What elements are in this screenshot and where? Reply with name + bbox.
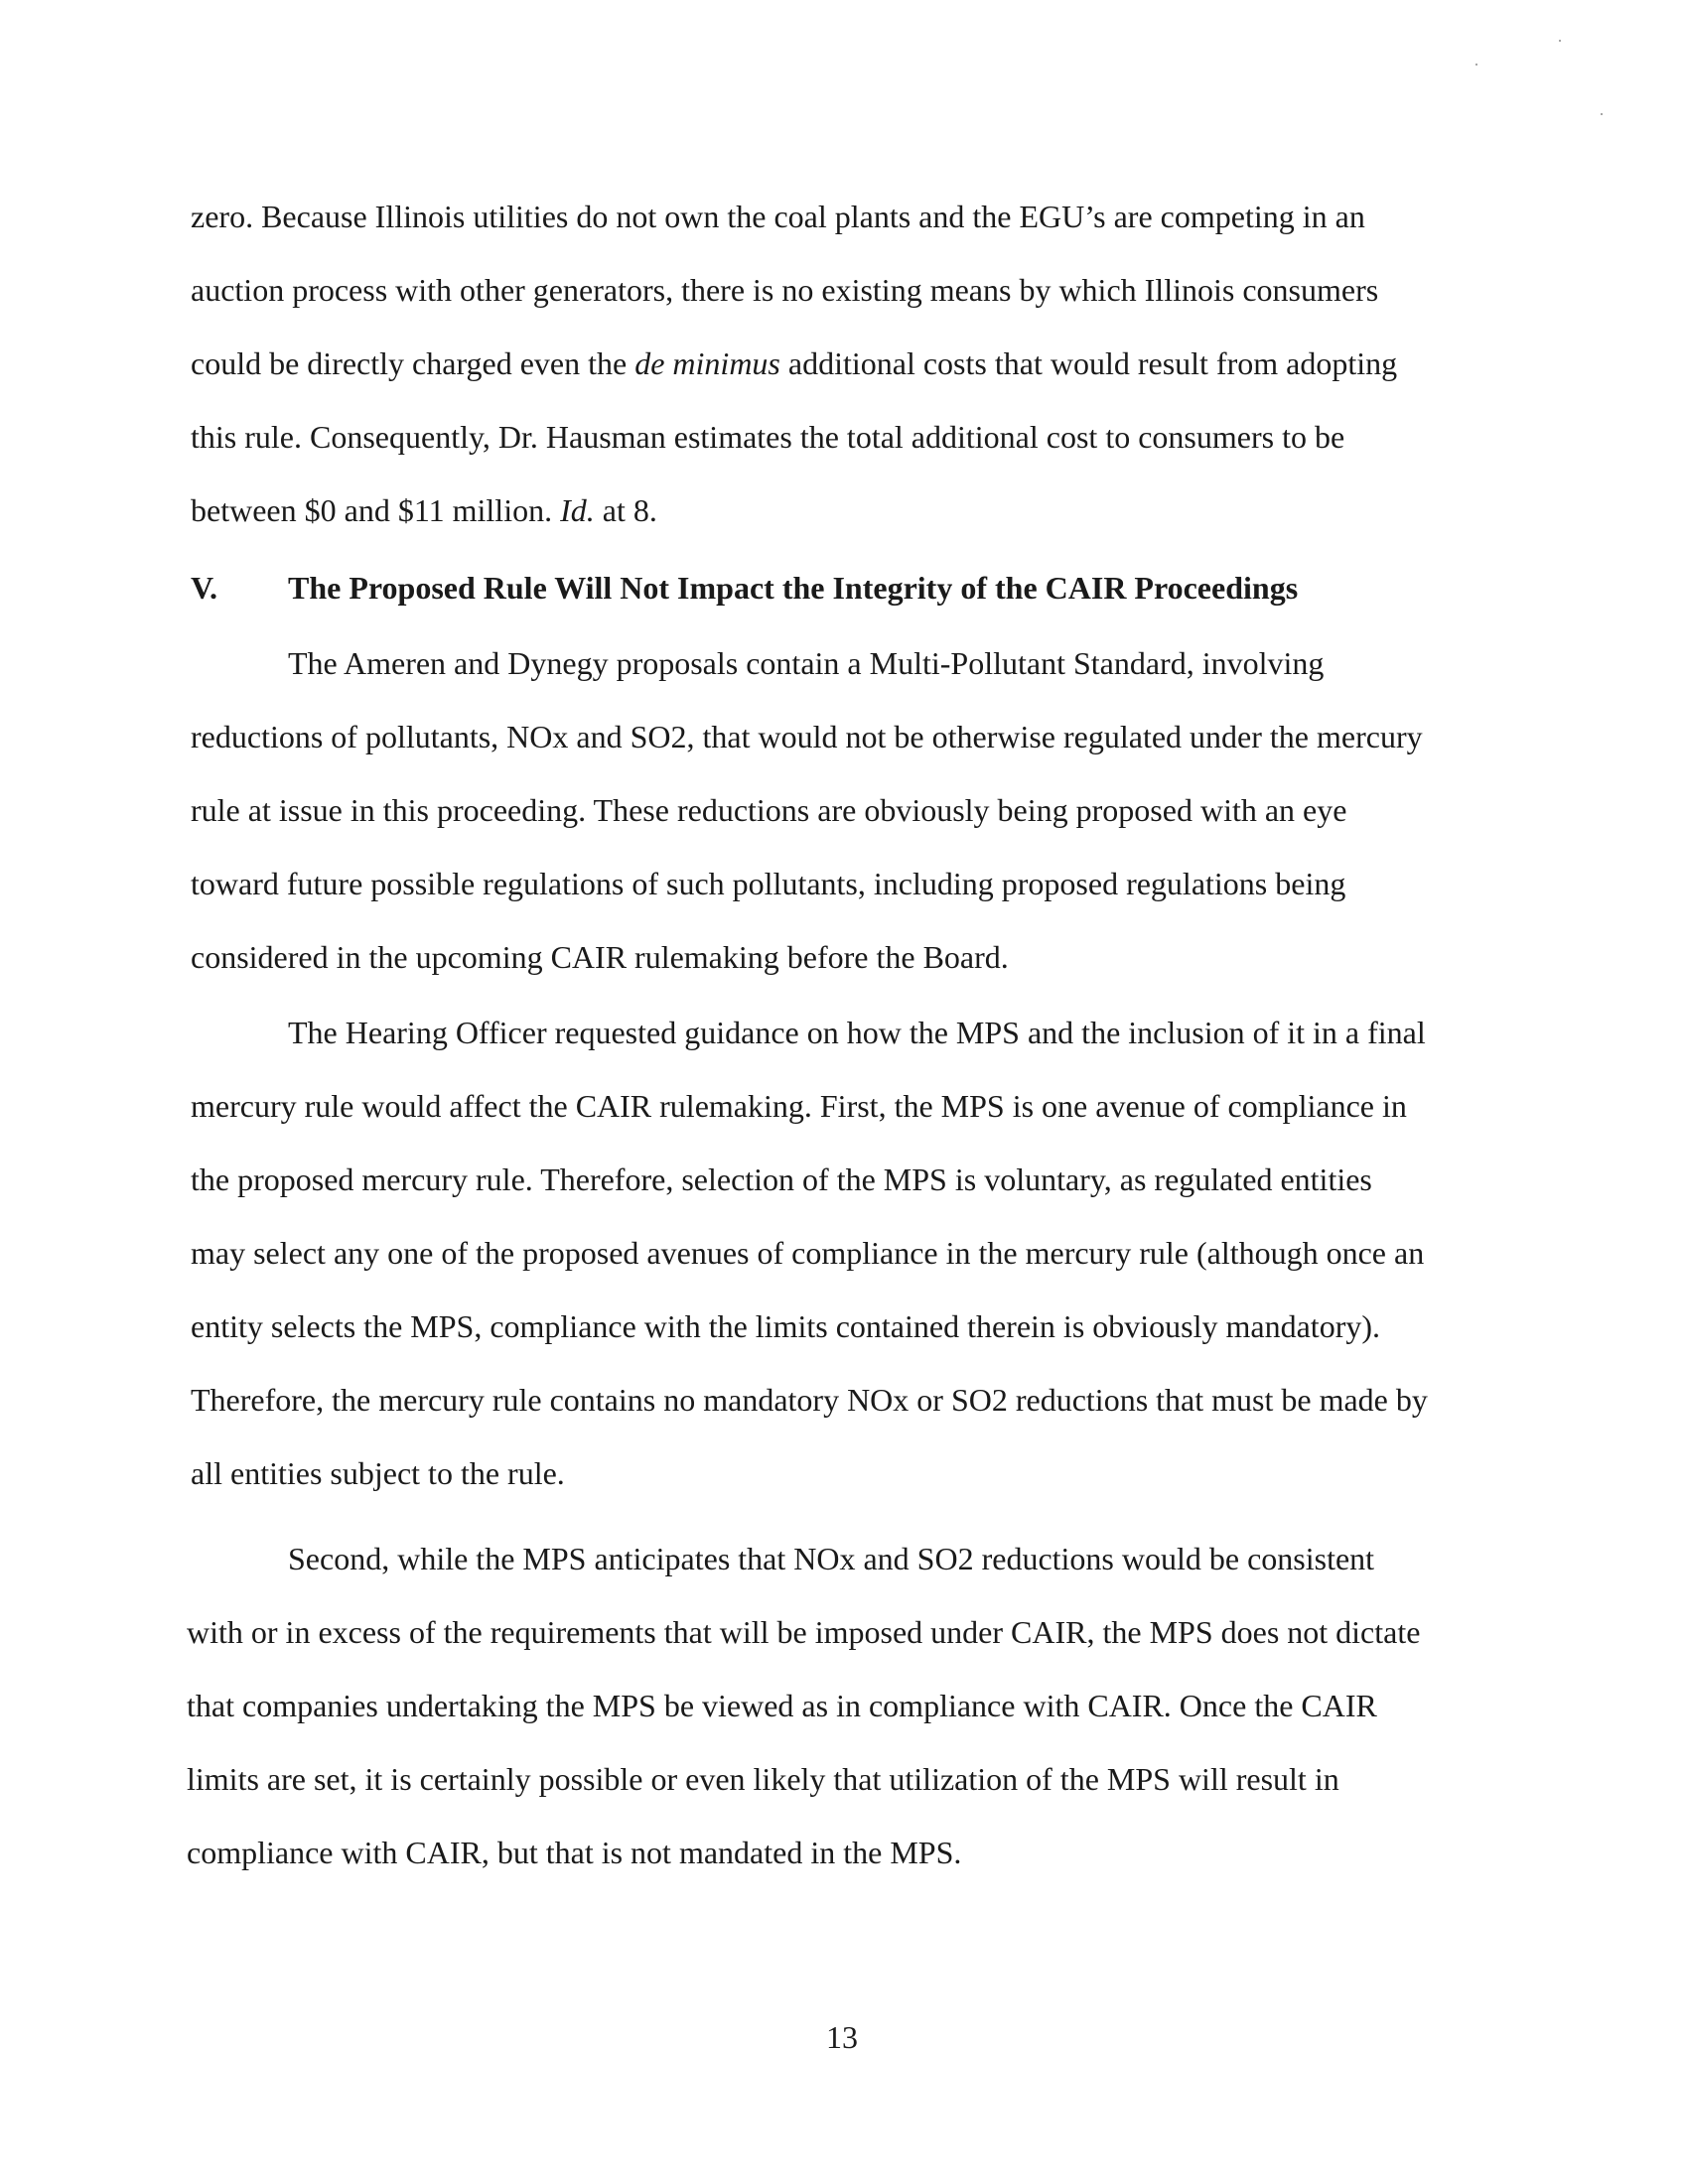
paragraph-line: Therefore, the mercury rule contains no mandatory NOx or SO2 reductions that must be made by	[191, 1382, 1428, 1418]
section-title: The Proposed Rule Will Not Impact the Integrity of the CAIR Proceedings	[288, 570, 1299, 606]
scan-speck	[1475, 64, 1477, 66]
paragraph-line: that companies undertaking the MPS be viewed as in compliance with CAIR. Once the CAIR	[187, 1688, 1377, 1723]
text-span: could be directly charged even the	[191, 345, 635, 381]
section-number: V.	[191, 570, 217, 606]
text-line	[191, 343, 1397, 383]
paragraph-line: compliance with CAIR, but that is not mandated in the MPS.	[187, 1835, 962, 1870]
paragraph-line: with or in excess of the requirements that will be imposed under CAIR, the MPS does not dictate	[187, 1614, 1421, 1650]
paragraph-line: may select any one of the proposed avenues of compliance in the mercury rule (although once an	[191, 1235, 1425, 1271]
text-line	[191, 490, 657, 530]
paragraph-line: toward future possible regulations of such pollutants, including proposed regulations being	[191, 866, 1346, 901]
paragraph-line: entity selects the MPS, compliance with the limits contained therein is obviously mandatory).	[191, 1308, 1380, 1344]
text-span: between $0 and $11 million.	[191, 492, 561, 528]
citation-italic: Id.	[560, 492, 595, 528]
paragraph-line: considered in the upcoming CAIR rulemaking before the Board.	[191, 939, 1009, 975]
paragraph-line: all entities subject to the rule.	[191, 1455, 565, 1491]
paragraph-line: The Ameren and Dynegy proposals contain a Multi-Pollutant Standard, involving	[288, 645, 1325, 681]
text-line: this rule. Consequently, Dr. Hausman estimates the total additional cost to consumers to be	[191, 419, 1345, 455]
page-number: 13	[826, 2019, 858, 2055]
paragraph-line: Second, while the MPS anticipates that NOx and SO2 reductions would be consistent	[288, 1541, 1375, 1576]
text-span: at 8.	[594, 492, 657, 528]
text-span: additional costs that would result from adopting	[779, 345, 1398, 381]
paragraph-line: reductions of pollutants, NOx and SO2, that would not be otherwise regulated under the mercury	[191, 719, 1423, 754]
paragraph-line: mercury rule would affect the CAIR rulemaking. First, the MPS is one avenue of compliance in	[191, 1088, 1407, 1124]
paragraph-line: the proposed mercury rule. Therefore, selection of the MPS is voluntary, as regulated entities	[191, 1161, 1372, 1197]
text-line: zero. Because Illinois utilities do not own the coal plants and the EGU’s are competing in an	[191, 199, 1365, 234]
section-heading	[191, 568, 1298, 608]
paragraph-line: limits are set, it is certainly possible or even likely that utilization of the MPS will result in	[187, 1761, 1339, 1797]
paragraph-line: rule at issue in this proceeding. These reductions are obviously being proposed with an eye	[191, 792, 1347, 828]
paragraph-line: The Hearing Officer requested guidance on how the MPS and the inclusion of it in a final	[288, 1015, 1426, 1050]
scan-speck	[1559, 40, 1561, 42]
text-line: auction process with other generators, there is no existing means by which Illinois consumers	[191, 272, 1379, 308]
scan-speck	[1601, 113, 1603, 115]
italic-term: de minimus	[634, 345, 780, 381]
